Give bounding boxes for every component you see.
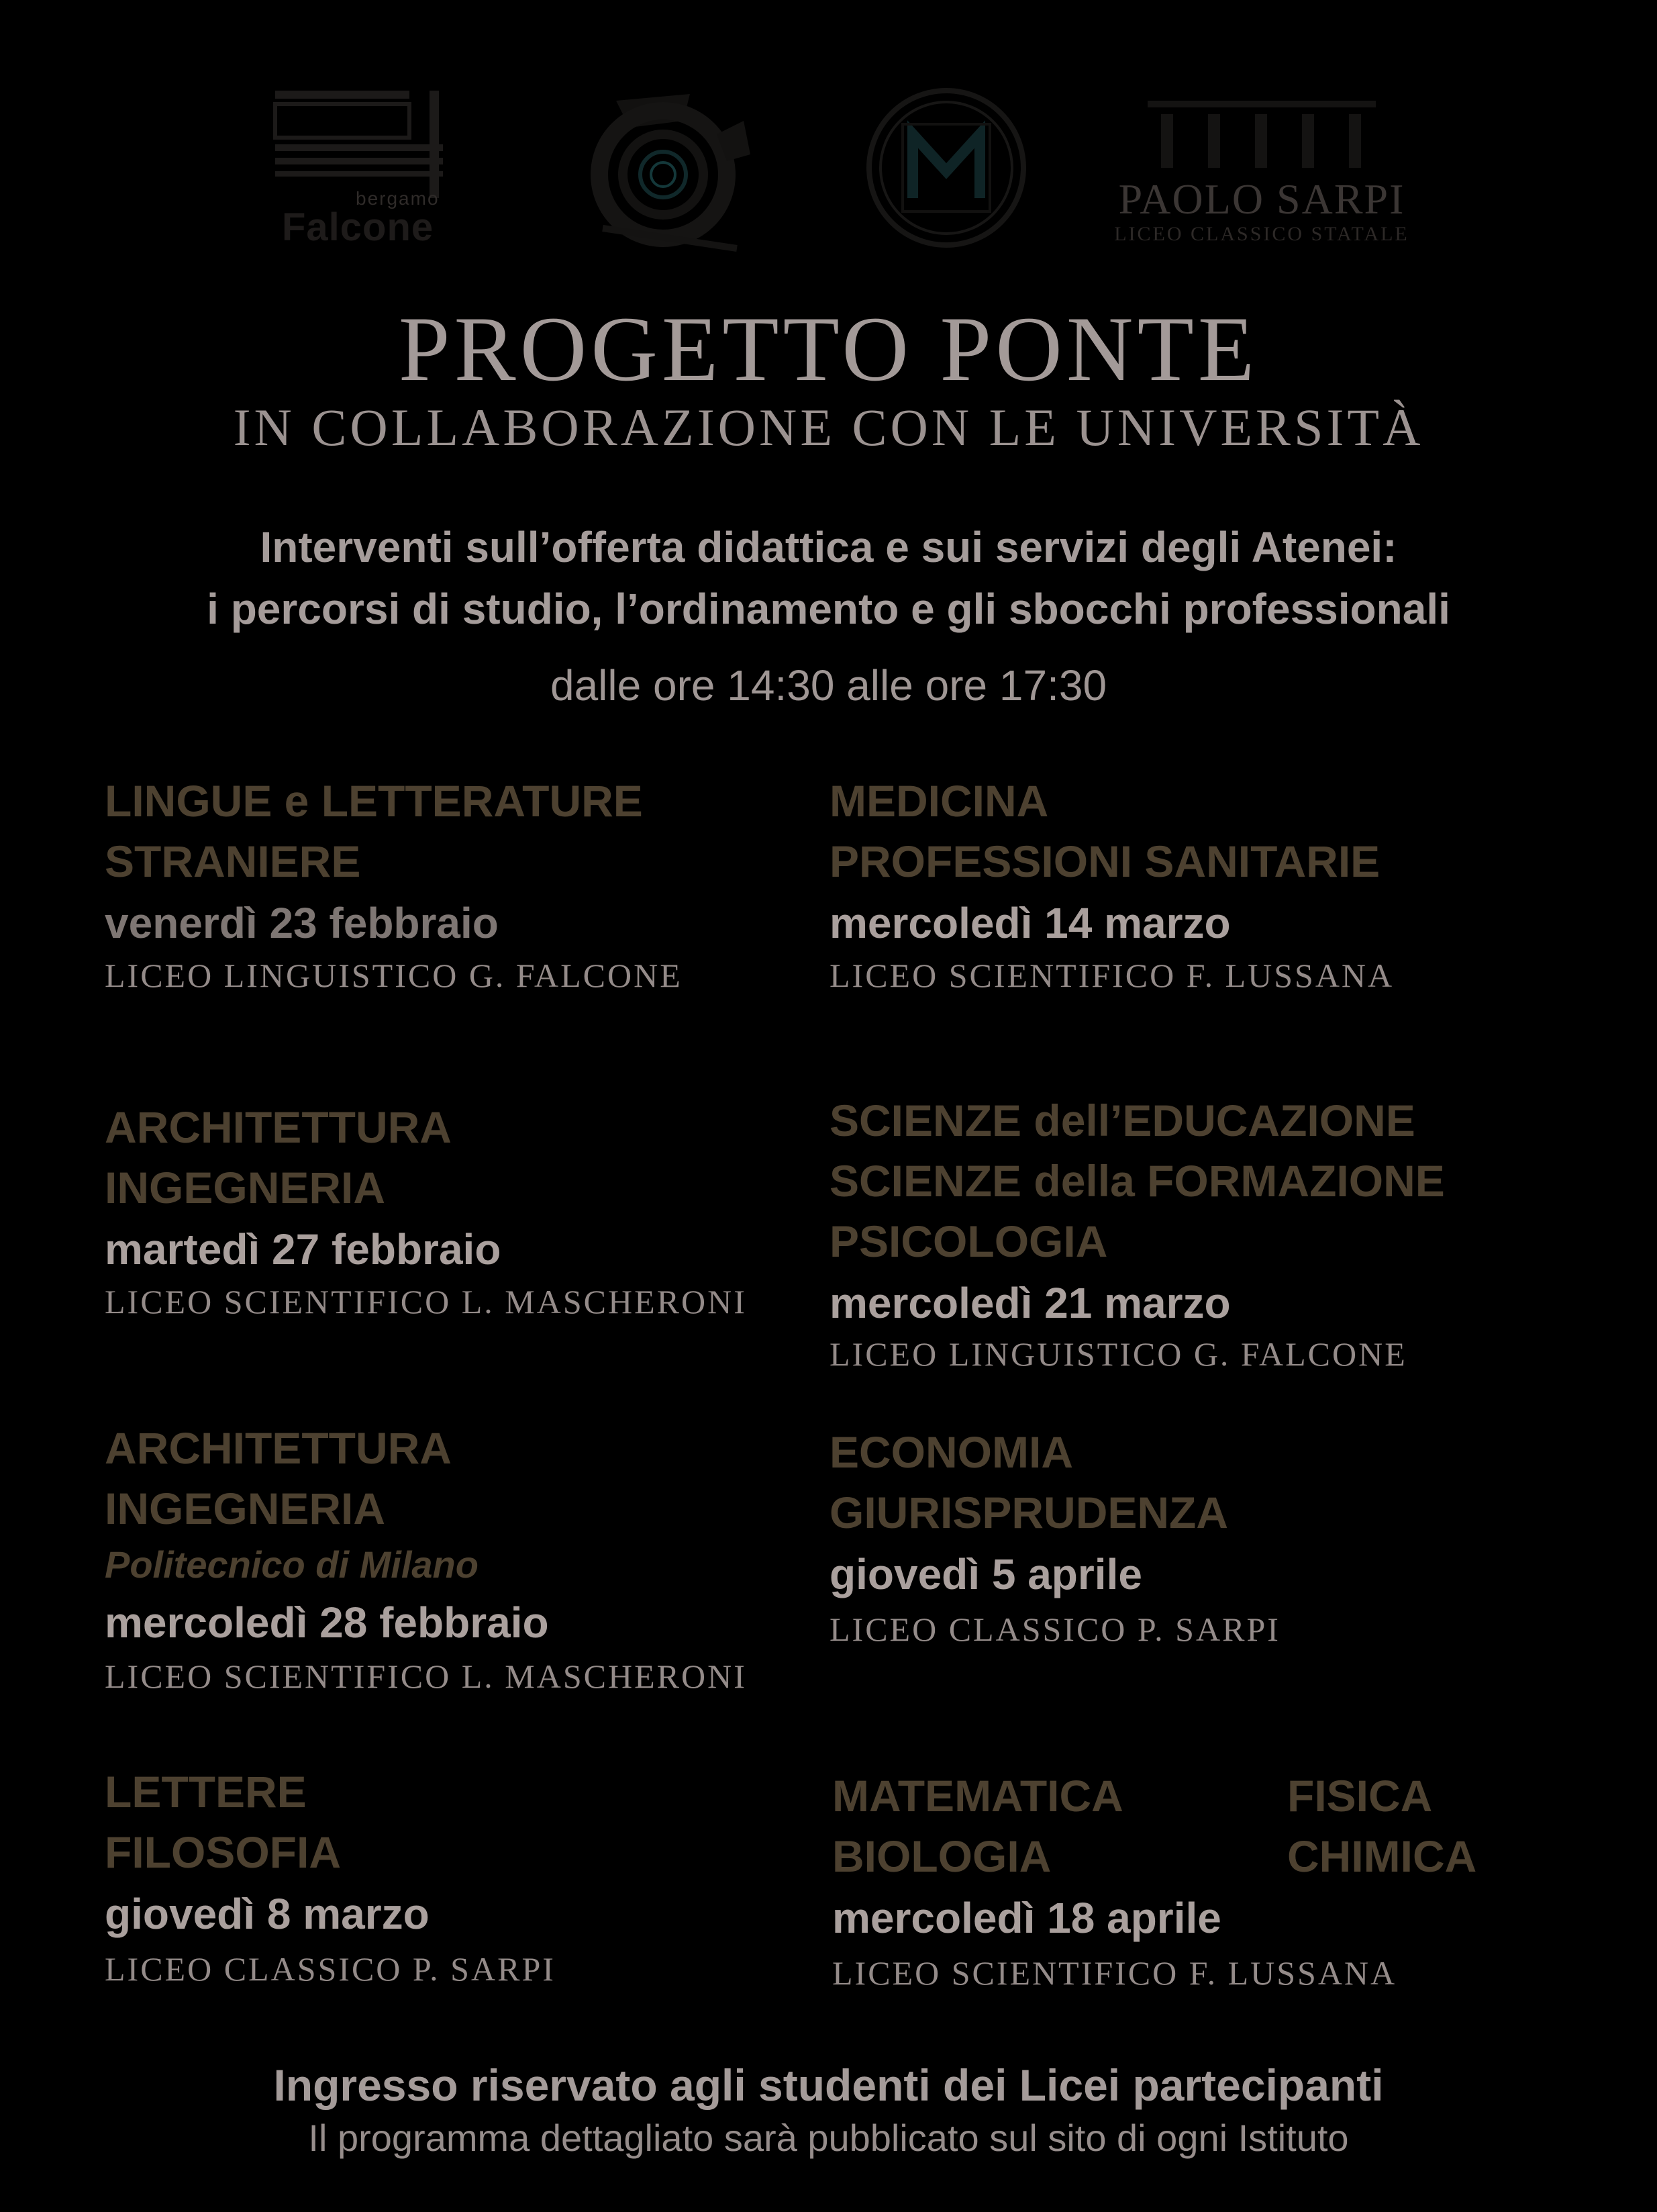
event-category: ARCHITETTURA bbox=[105, 1423, 452, 1473]
event-category: SCIENZE dell’EDUCAZIONE bbox=[830, 1096, 1415, 1145]
event-date: mercoledì 14 marzo bbox=[830, 899, 1231, 947]
lussana-logo bbox=[576, 81, 770, 255]
sarpi-logo-name: PAOLO SARPI bbox=[1118, 175, 1405, 223]
event-venue: LICEO SCIENTIFICO L. MASCHERONI bbox=[105, 1657, 747, 1695]
event-category: PROFESSIONI SANITARIE bbox=[830, 836, 1380, 886]
event-category: SCIENZE della FORMAZIONE bbox=[830, 1156, 1445, 1206]
lussana-logo-icon bbox=[576, 81, 770, 255]
intro-line-2: i percorsi di studio, l’ordinamento e gli sbocchi professionali bbox=[207, 585, 1450, 633]
event-category: MATEMATICA bbox=[832, 1771, 1123, 1821]
event-venue: LICEO LINGUISTICO G. FALCONE bbox=[105, 957, 683, 994]
event-category: ARCHITETTURA bbox=[105, 1102, 452, 1152]
event-date: martedì 27 febbraio bbox=[105, 1225, 501, 1273]
event-venue: LICEO SCIENTIFICO L. MASCHERONI bbox=[105, 1283, 747, 1320]
event-category: LETTERE bbox=[105, 1767, 307, 1817]
falcone-logo bbox=[255, 77, 450, 252]
event-category: ECONOMIA bbox=[830, 1427, 1073, 1477]
sarpi-logo-sub: LICEO CLASSICO STATALE bbox=[1114, 223, 1409, 245]
event-date: giovedì 8 marzo bbox=[105, 1890, 430, 1938]
mascheroni-logo bbox=[862, 84, 1030, 252]
event-category: INGEGNERIA bbox=[105, 1163, 386, 1212]
event-category: STRANIERE bbox=[105, 836, 361, 886]
event-venue: LICEO CLASSICO P. SARPI bbox=[105, 1950, 556, 1988]
poster-title: PROGETTO PONTE bbox=[398, 297, 1259, 400]
event-venue: LICEO SCIENTIFICO F. LUSSANA bbox=[832, 1954, 1397, 1992]
intro-line-1: Interventi sull’offerta didattica e sui servizi degli Atenei: bbox=[260, 523, 1397, 571]
event-venue: LICEO SCIENTIFICO F. LUSSANA bbox=[830, 957, 1395, 994]
event-category: LINGUE e LETTERATURE bbox=[105, 776, 643, 826]
event-category: FILOSOFIA bbox=[105, 1827, 341, 1877]
event-category: CHIMICA bbox=[1287, 1831, 1477, 1881]
footer-program-note: Il programma dettagliato sarà pubblicato sul sito di ogni Istituto bbox=[308, 2117, 1349, 2159]
event-date: mercoledì 28 febbraio bbox=[105, 1598, 549, 1647]
event-venue: LICEO LINGUISTICO G. FALCONE bbox=[830, 1335, 1407, 1373]
event-category: MEDICINA bbox=[830, 776, 1049, 826]
event-date: venerdì 23 febbraio bbox=[105, 899, 499, 947]
event-category: GIURISPRUDENZA bbox=[830, 1488, 1229, 1537]
event-date: mercoledì 18 aprile bbox=[832, 1894, 1221, 1942]
event-category: PSICOLOGIA bbox=[830, 1216, 1108, 1266]
falcone-logo-name: Falcone bbox=[282, 205, 434, 249]
event-date: giovedì 5 aprile bbox=[830, 1550, 1142, 1598]
event-category: FISICA bbox=[1287, 1771, 1433, 1821]
poster-subtitle: IN COLLABORAZIONE CON LE UNIVERSITÀ bbox=[233, 398, 1424, 456]
mascheroni-logo-icon bbox=[862, 84, 1030, 252]
event-note: Politecnico di Milano bbox=[105, 1543, 479, 1586]
sarpi-logo bbox=[1107, 87, 1416, 252]
sarpi-logo-icon bbox=[1107, 87, 1416, 175]
footer-access-note: Ingresso riservato agli studenti dei Licei partecipanti bbox=[273, 2060, 1384, 2110]
event-hours: dalle ore 14:30 alle ore 17:30 bbox=[550, 661, 1107, 710]
event-category: INGEGNERIA bbox=[105, 1484, 386, 1533]
falcone-logo-city: bergamo bbox=[356, 188, 440, 209]
event-category: BIOLOGIA bbox=[832, 1831, 1052, 1881]
event-venue: LICEO CLASSICO P. SARPI bbox=[830, 1610, 1281, 1648]
event-date: mercoledì 21 marzo bbox=[830, 1279, 1231, 1327]
